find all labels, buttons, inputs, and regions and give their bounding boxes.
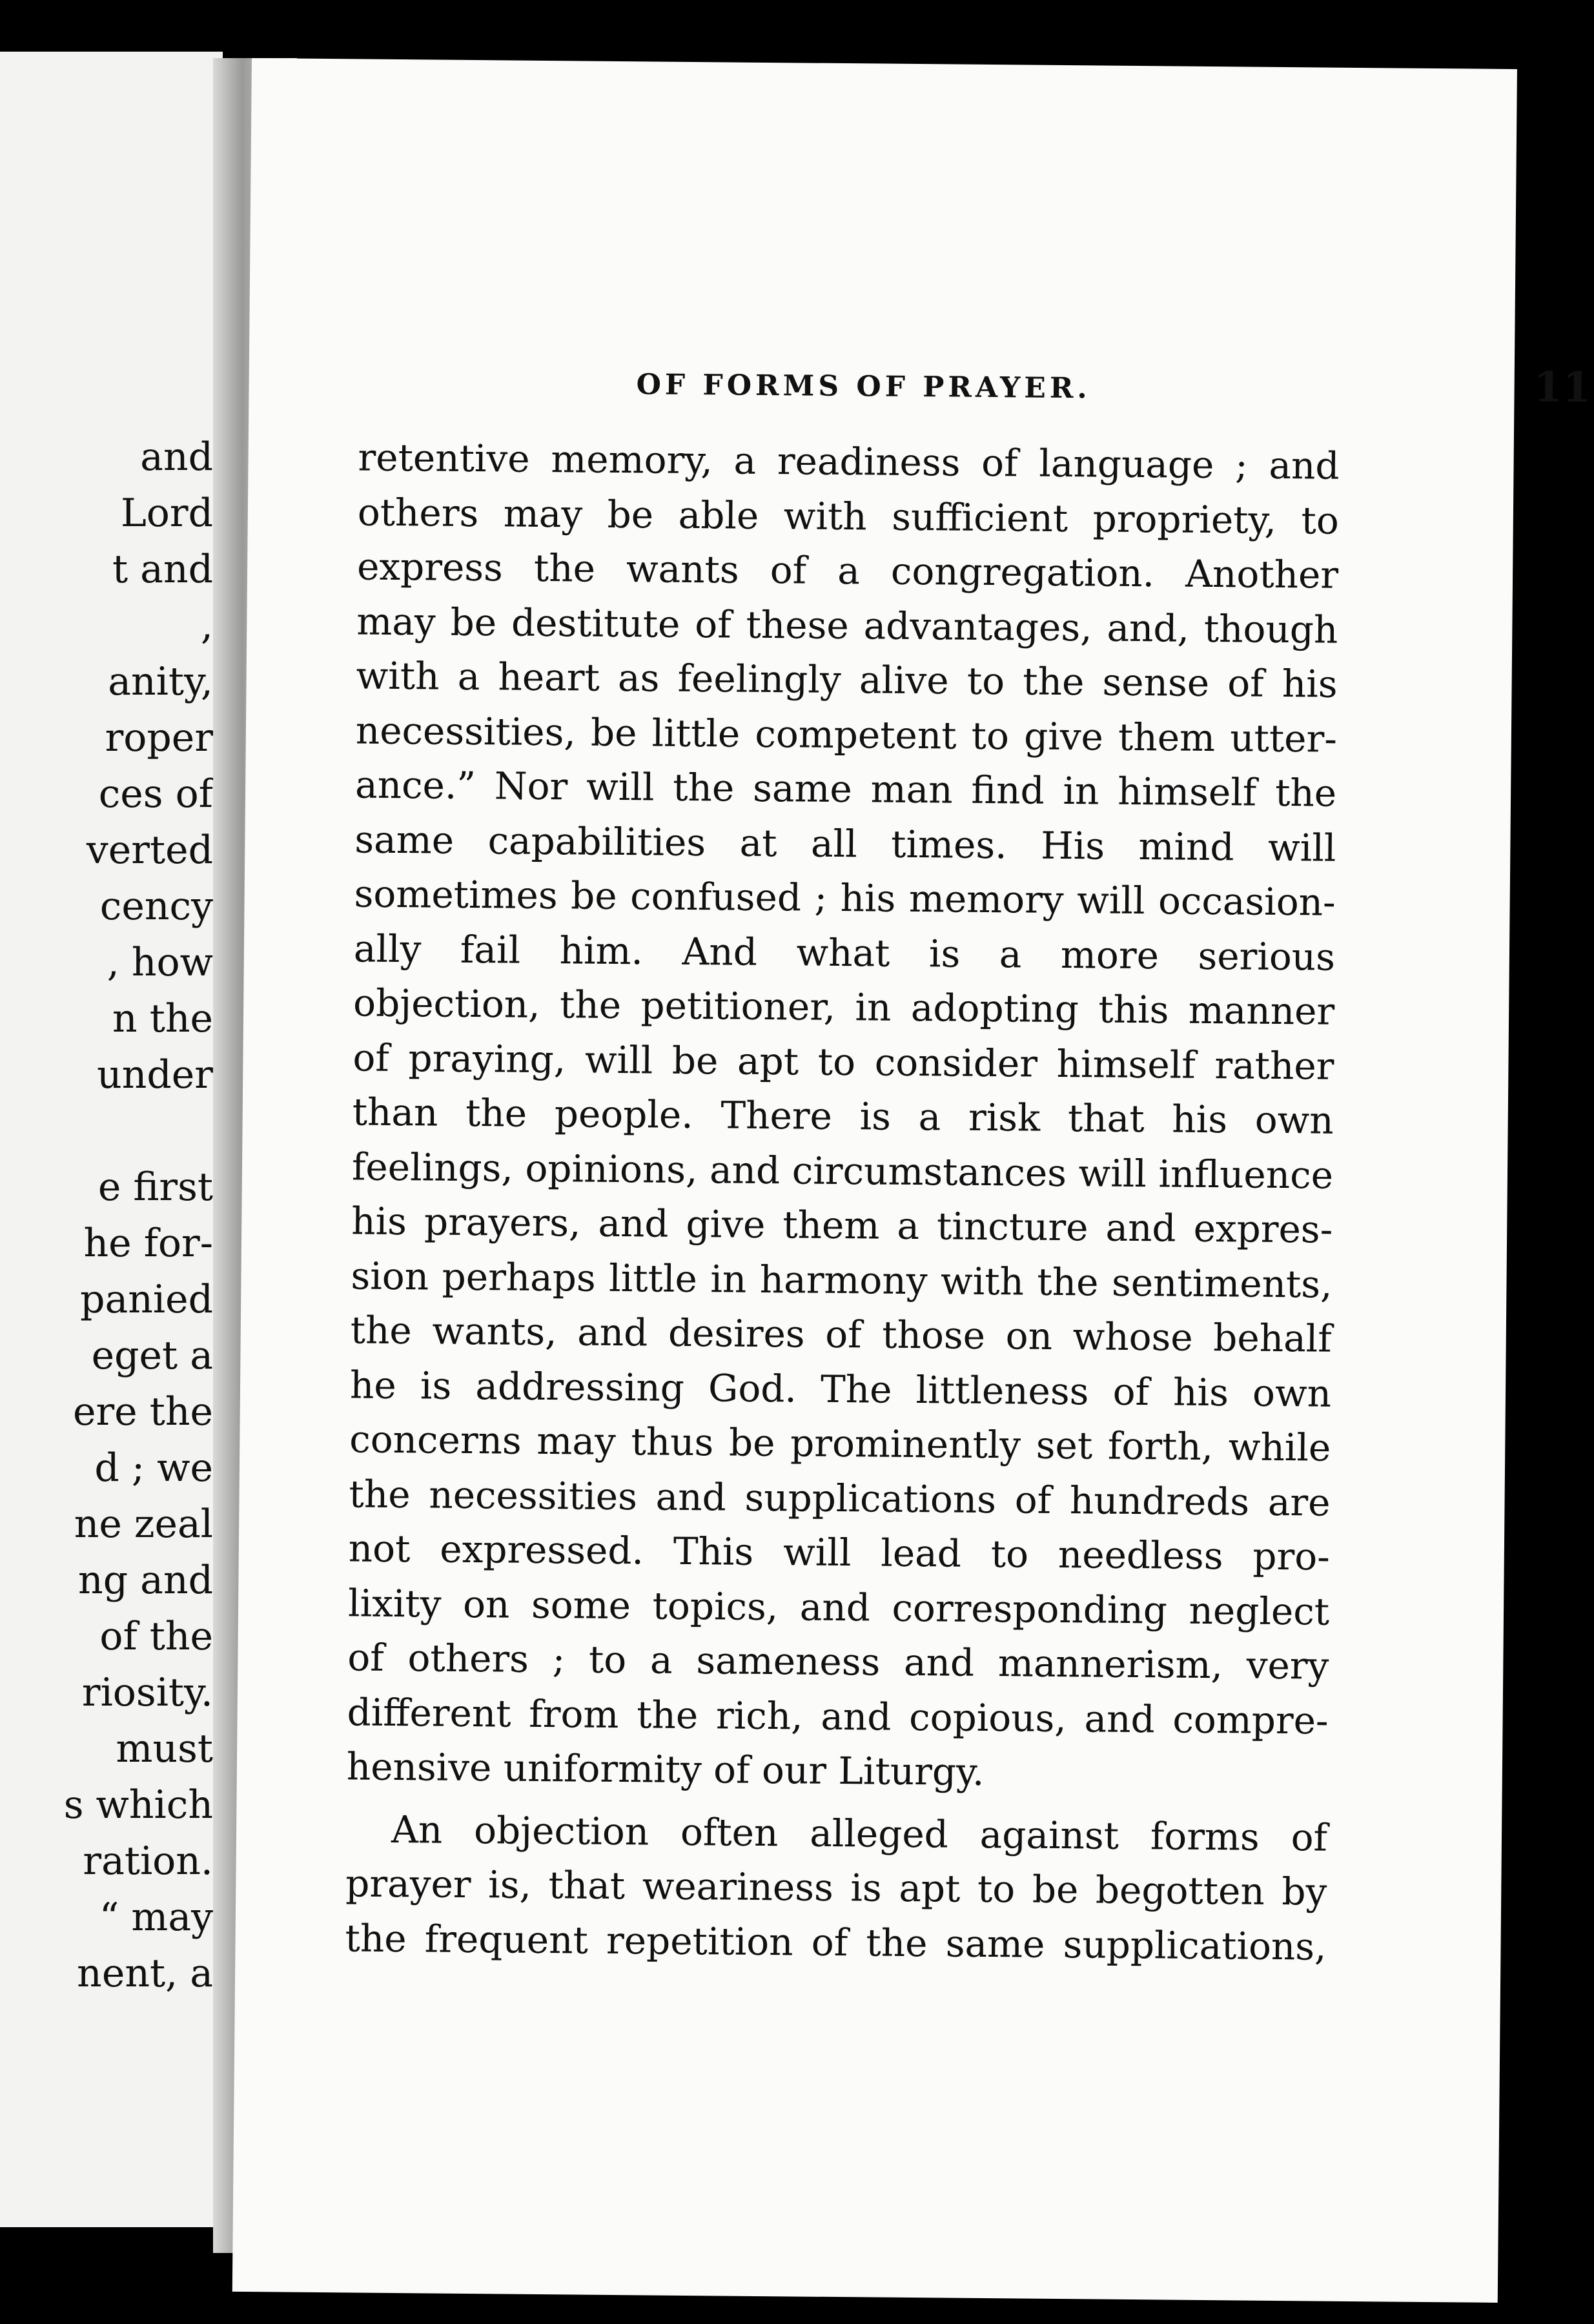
paragraph-1-line: the necessities and supplications of hundreds are xyxy=(349,1471,1331,1525)
left-page-line: e first xyxy=(97,1165,213,1210)
left-page-line: ration. xyxy=(83,1839,213,1884)
left-page-line: nent, a xyxy=(77,1951,213,1996)
left-page-line: ng and xyxy=(78,1558,213,1603)
left-page-line: “ may xyxy=(99,1895,213,1940)
left-page-line: under xyxy=(97,1052,213,1097)
paragraph-2-line: An objection often alleged against forms of xyxy=(391,1807,1328,1860)
left-page-line: and xyxy=(140,434,213,480)
paragraph-1-line: different from the rich, and copious, and compre- xyxy=(347,1689,1329,1743)
right-page xyxy=(232,58,1592,2303)
paragraph-1-line: express the wants of a congregation. Another xyxy=(356,544,1339,597)
body-text xyxy=(345,430,1340,1973)
paragraph-2-line: prayer is, that weariness is apt to be begotten by xyxy=(345,1861,1327,1914)
left-page-line xyxy=(0,1103,213,1159)
paragraph-1-line: ally fail him. And what is a more serious xyxy=(353,926,1336,979)
left-page-line: must xyxy=(116,1726,213,1771)
paragraph-1-line: objection, the petitioner, in adopting this manner xyxy=(353,981,1335,1034)
left-page-line: ne zeal xyxy=(74,1502,213,1547)
left-page-line: ere the xyxy=(72,1389,213,1434)
left-page-line: n the xyxy=(112,996,213,1041)
left-page-line: , how xyxy=(107,940,213,985)
left-page xyxy=(0,52,223,2227)
paragraph-2-line: the frequent repetition of the same supplications, xyxy=(345,1915,1327,1969)
left-page-line: eget a xyxy=(91,1333,213,1378)
paragraph-1-line: lixity on some topics, and corresponding neglect xyxy=(347,1580,1330,1634)
paragraph-1-line: of others ; to a sameness and mannerism, very xyxy=(347,1635,1329,1688)
left-page-line: anity, xyxy=(108,659,213,704)
left-page-line: cency xyxy=(99,884,213,929)
paragraph-1-line: of praying, will be apt to consider himself rather xyxy=(353,1035,1334,1088)
paragraph-1-line: others may be able with sufficient propriety, to xyxy=(357,489,1340,543)
left-page-line: s which xyxy=(63,1782,213,1828)
paragraph-1-line: sometimes be confused ; his memory will occasion- xyxy=(354,872,1336,924)
left-page-line: ces of xyxy=(98,771,213,817)
paragraph-1-line: concerns may thus be prominently set forth, while xyxy=(349,1417,1331,1470)
left-page-line: roper xyxy=(105,715,213,760)
left-page-line: he for- xyxy=(83,1221,213,1266)
left-page-line: t and xyxy=(112,547,213,592)
paragraph-1-line: the wants, and desires of those on whose behalf xyxy=(350,1308,1333,1361)
page-number: 11 xyxy=(1533,363,1592,413)
paragraph-1-line: feelings, opinions, and circumstances will influence xyxy=(351,1144,1334,1198)
left-page-line: Lord xyxy=(120,491,213,536)
paragraph-1-line: hensive uniformity of our Liturgy. xyxy=(346,1744,985,1795)
left-page-line: riosity. xyxy=(81,1670,213,1715)
paragraph-1-line: with a heart as feelingly alive to the sense of his xyxy=(356,653,1338,706)
paragraph-1-line: he is addressing God. The littleness of his own xyxy=(349,1362,1332,1416)
paragraph-1-line: sion perhaps little in harmony with the sentiments, xyxy=(351,1253,1333,1307)
running-title: OF FORMS OF PRAYER. xyxy=(636,368,1091,405)
paragraph-1-line: may be destitute of these advantages, and, though xyxy=(356,598,1338,652)
left-page-text xyxy=(0,429,213,2002)
paragraph-1-line: not expressed. This will lead to needless pro- xyxy=(348,1526,1331,1579)
paragraph-1-line: ance.” Nor will the same man find in himself the xyxy=(354,762,1337,815)
running-head xyxy=(636,355,1592,434)
paragraph-1-line: than the people. There is a risk that his own xyxy=(352,1090,1334,1143)
paragraph-1-line: same capabilities at all times. His mind will xyxy=(354,817,1336,870)
left-page-line: of the xyxy=(99,1614,213,1659)
left-page-line: d ; we xyxy=(94,1445,213,1491)
left-page-line: panied xyxy=(80,1277,213,1322)
paragraph-1-line: necessities, be little competent to give them utter- xyxy=(355,708,1338,761)
paragraph-1-line: retentive memory, a readiness of language ; and xyxy=(358,435,1340,488)
left-page-line: verted xyxy=(86,828,213,873)
paragraph-1-line: his prayers, and give them a tincture and expres- xyxy=(351,1199,1333,1252)
left-page-line: , xyxy=(200,603,213,648)
